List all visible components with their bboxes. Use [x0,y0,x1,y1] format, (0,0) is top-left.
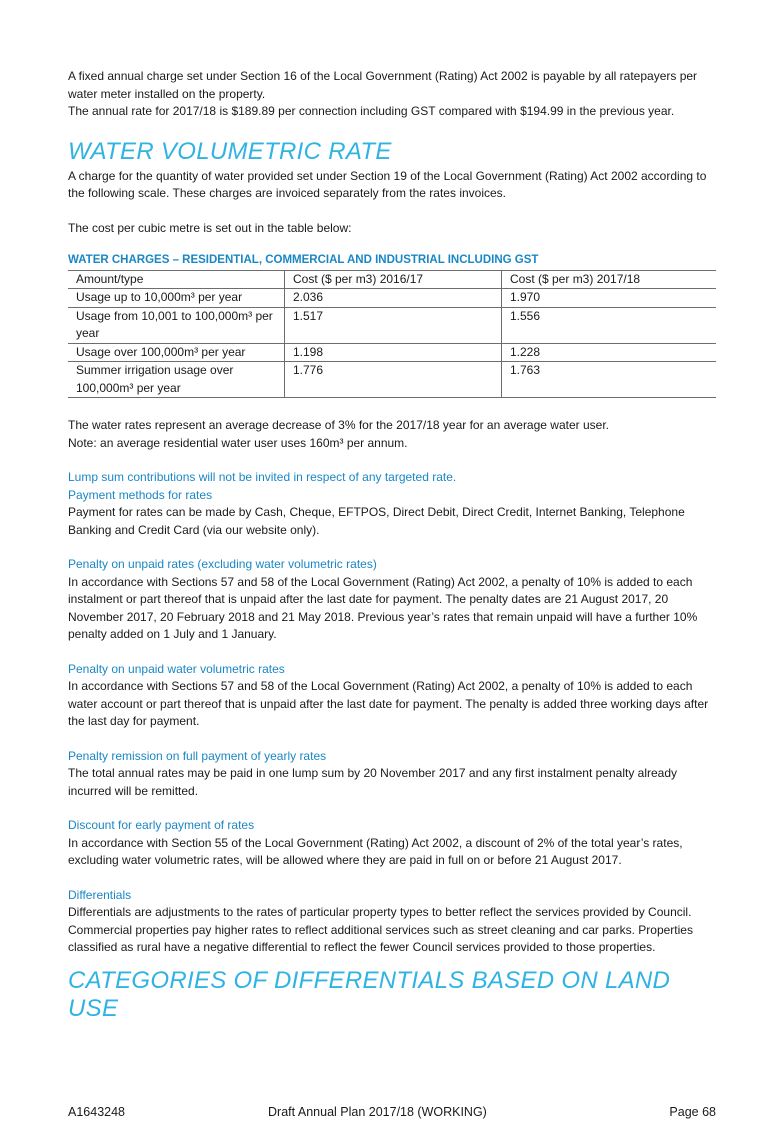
section-body: Payment for rates can be made by Cash, Cheque, EFTPOS, Direct Debit, Direct Credit, Internet Banking, Telephone Banking and Credit Card (via our website only). [68,505,685,537]
categories-heading: CATEGORIES OF DIFFERENTIALS BASED ON LAND USE [68,966,671,1022]
table-cell: 1.970 [502,289,717,308]
table-header-cell: Cost ($ per m3) 2017/18 [502,270,717,289]
table-row [68,307,716,343]
after-table-paragraph-1: The water rates represent an average decrease of 3% for the 2017/18 year for an average water user. [68,418,609,432]
table-header-cell: Amount/type [68,270,285,289]
table-cell: 1.556 [502,307,717,343]
table-header-cell: Cost ($ per m3) 2016/17 [285,270,502,289]
water-paragraph-2: The cost per cubic metre is set out in the table below: [68,220,352,235]
section-body: Differentials are adjustments to the rates of particular property types to better reflect the services provided by Council. Commercial properties pay higher rates to reflect additional services such as street cleaning and car parks. Properties classified as rural have a negative differential to reflect the fewer Council services provided to those properties. [68,905,693,954]
table-cell: 1.517 [285,307,502,343]
table-header-row [68,270,716,289]
document-page [68,68,720,1025]
table-cell: 1.776 [285,362,502,398]
table-row [68,289,716,308]
section-heading: Penalty remission on full payment of yearly rates [68,748,327,763]
intro-paragraph-2: The annual rate for 2017/18 is $189.89 per connection including GST compared with $194.99 in the previous year. [68,104,675,118]
footer-doc-id: A1643248 [68,1105,126,1119]
table-row [68,362,716,398]
water-charges-table [68,270,716,399]
table-cell: Summer irrigation usage over 100,000m³ per year [68,362,285,398]
table-cell: 2.036 [285,289,502,308]
table-cell: Usage from 10,001 to 100,000m³ per year [68,307,285,343]
page-footer [68,1104,716,1122]
table-cell: Usage up to 10,000m³ per year [68,289,285,308]
table-row [68,343,716,362]
footer-page-number: Page 68 [669,1105,716,1119]
table-cell: 1.228 [502,343,717,362]
section-body: The total annual rates may be paid in one lump sum by 20 November 2017 and any first instalment penalty already incurred will be remitted. [68,766,678,798]
section-heading: Penalty on unpaid rates (excluding water volumetric rates) [68,557,377,571]
section-heading: Discount for early payment of rates [68,818,255,832]
table-cell: 1.198 [285,343,502,362]
after-table-paragraph-2: Note: an average residential water user uses 160m³ per annum. [68,435,408,450]
section-heading: Differentials [68,887,132,902]
table-cell: 1.763 [502,362,717,398]
lump-sum-note: Lump sum contributions will not be invited in respect of any targeted rate. [68,470,457,484]
footer-title: Draft Annual Plan 2017/18 (WORKING) [268,1105,487,1119]
section-heading: Payment methods for rates [68,487,213,502]
section-body: In accordance with Section 55 of the Local Government (Rating) Act 2002, a discount of 2% of the total year’s rates, excluding water volumetric rates, will be allowed where they are paid in full on or before 21 August 2017. [68,835,683,867]
table-title: WATER CHARGES – RESIDENTIAL, COMMERCIAL AND INDUSTRIAL INCLUDING GST [68,254,539,266]
section-body: In accordance with Sections 57 and 58 of the Local Government (Rating) Act 2002, a penalty of 10% is added to each instalment or part thereof that is unpaid after the last date for payment. The penalty dates are 21 August 2017, 20 November 2017, 20 February 2018 and 21 May 2018. Previous year’s rates that remain unpaid will have a further 10% penalty added on 1 July and 1 January. [68,574,698,641]
section-body: In accordance with Sections 57 and 58 of the Local Government (Rating) Act 2002, a penalty of 10% is added to each water account or part thereof that is unpaid after the last date for payment. The penalty is added three working days after the last day for payment. [68,679,709,728]
table-cell: Usage over 100,000m³ per year [68,343,285,362]
section-heading: Penalty on unpaid water volumetric rates [68,661,285,676]
water-paragraph-1: A charge for the quantity of water provided set under Section 19 of the Local Government (Rating) Act 2002 according to the following scale. These charges are invoiced separately from the rates invoices. [68,168,707,200]
intro-paragraph-1: A fixed annual charge set under Section 16 of the Local Government (Rating) Act 2002 is payable by all ratepayers per water meter installed on the property. [68,69,698,101]
water-volumetric-rate-heading: WATER VOLUMETRIC RATE [68,137,392,165]
